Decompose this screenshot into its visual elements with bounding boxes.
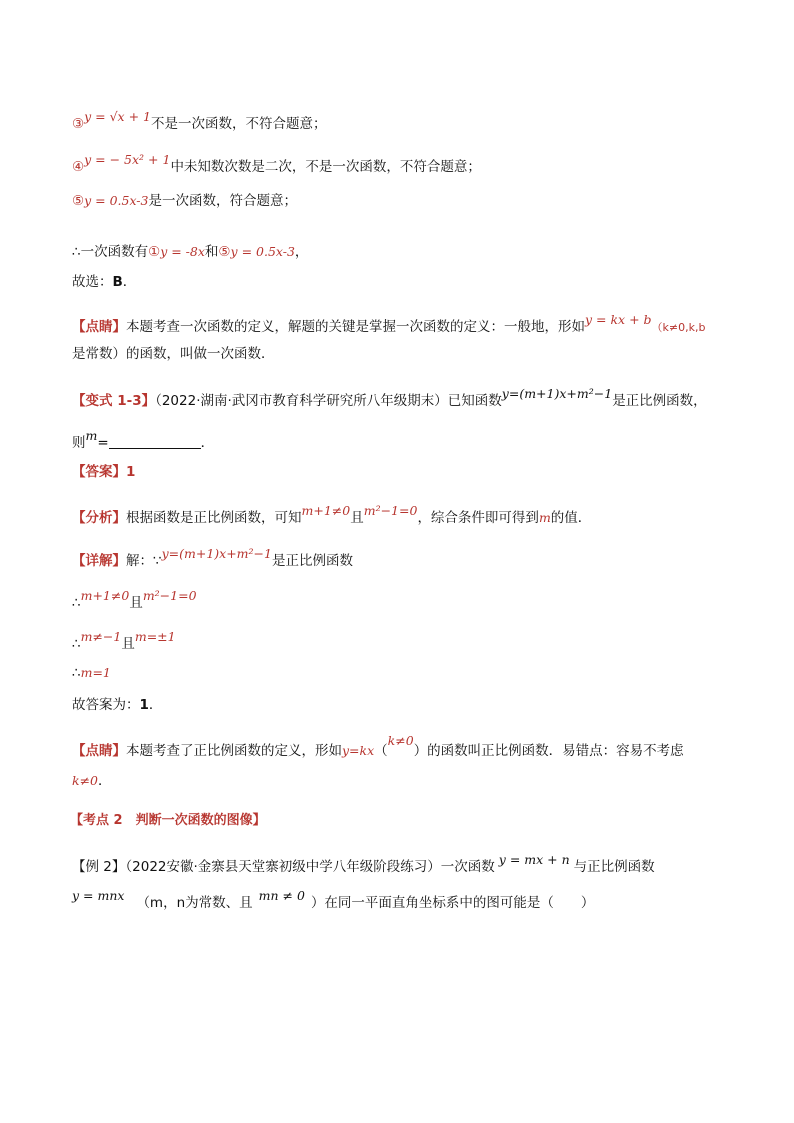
comment-text: 本题考查一次函数的定义，解题的关键是掌握一次函数的定义：一般地，形如 (126, 319, 585, 335)
formula-cond1: m+1≠0 (301, 503, 351, 518)
line-item3 (72, 109, 327, 133)
therefore-symbol: ∴ (72, 595, 81, 611)
line-text: 且 (121, 636, 135, 652)
line-text: ， (294, 244, 309, 260)
formula-direct: y=kx (342, 743, 375, 758)
comment-2-cont (72, 772, 112, 790)
formula-linear: y = 0.5x-3 (84, 193, 149, 208)
answer-tag: 【答案】 (72, 464, 126, 480)
comment-tag: 【点睛】 (72, 743, 126, 759)
comment-1 (72, 312, 706, 337)
answer-value: B (112, 274, 123, 290)
line-text: 故选： (72, 274, 113, 290)
comment-tag: 【点睛】 (72, 319, 126, 335)
line-text: 和 (204, 244, 219, 260)
formula-res1: m≠−1 (80, 629, 122, 644)
formula-quadratic: y = − 5x² + 1 (84, 152, 171, 167)
step-3 (72, 664, 111, 682)
example-source: （2022安徽·金寨县天堂寨初级中学八年级阶段练习）一次函数 (125, 859, 495, 875)
therefore-symbol: ∴ (72, 665, 81, 681)
formula-linear: y = mx + n (498, 852, 570, 867)
formula-general: y = kx + b (585, 312, 652, 327)
formula-direct: y = mnx (72, 888, 125, 903)
formula-k: k≠0 (72, 773, 99, 788)
formula-condition: mn ≠ 0 (258, 888, 305, 903)
answer-blank (109, 434, 201, 449)
answer-line (72, 463, 135, 481)
analysis-tag: 【分析】 (72, 510, 126, 526)
line-text: 故答案为： (72, 697, 140, 713)
answer-value: 1 (139, 697, 149, 713)
example-tag: 【例 2】 (72, 859, 126, 875)
formula-cond1: m+1≠0 (80, 588, 130, 603)
detail-text: 解：∵ (126, 553, 162, 569)
comment-text: ）的函数叫正比例函数．易错点：容易不考虑 (413, 743, 684, 759)
line-text: 则 (72, 435, 86, 451)
formula-cond2: m²−1=0 (363, 503, 418, 518)
step-1 (72, 588, 197, 612)
line-text: ∴一次函数有 (72, 244, 149, 260)
formula-5: y = 0.5x-3 (230, 244, 295, 259)
line-text: 是一次函数，符合题意； (148, 193, 297, 209)
formula-m: m (85, 428, 98, 443)
therefore-symbol: ∴ (72, 636, 81, 652)
variant-1-3 (72, 386, 707, 410)
answer-value: 1 (126, 464, 136, 480)
analysis-line (72, 503, 592, 527)
variant-source: （2022·湖南·武冈市教育科学研究所八年级期末）已知函数 (155, 393, 502, 409)
step-2 (72, 629, 176, 653)
detail-line (72, 546, 353, 570)
detail-tag: 【详解】 (72, 553, 126, 569)
comment-text: 本题考查了正比例函数的定义，形如 (126, 743, 342, 759)
condition: （k≠0,k,b (651, 321, 706, 334)
formula-k: k≠0 (387, 733, 414, 748)
line-text: ）在同一平面直角坐标系中的图可能是（ ） (310, 895, 595, 911)
line-text: ． (122, 274, 137, 290)
line-text: 与正比例函数 (573, 859, 655, 875)
variant-1-3-question (72, 428, 215, 452)
formula-result: m=1 (80, 665, 111, 680)
line-text: （m，n为常数、且 (136, 895, 253, 911)
line-text: 且 (129, 595, 143, 611)
formula-cond2: m²−1=0 (142, 588, 197, 603)
analysis-text: ，综合条件即可得到 (417, 510, 539, 526)
line-text: = (97, 435, 109, 451)
circle-number-5: ⑤ (72, 193, 85, 209)
comment-1-cont (72, 345, 275, 363)
formula-function: y=(m+1)x+m²−1 (501, 386, 613, 401)
example-2-cont (72, 888, 595, 912)
circle-number-1: ① (148, 244, 161, 260)
line-text: 不是一次函数，不符合题意； (150, 116, 327, 132)
formula-m: m (538, 510, 551, 525)
line-text: 且 (350, 510, 364, 526)
formula-function: y=(m+1)x+m²−1 (161, 546, 272, 561)
line-text: （ (374, 743, 388, 759)
line-text: 是正比例函数 (271, 553, 353, 569)
circle-number-5: ⑤ (218, 244, 231, 260)
line-text: ． (148, 697, 163, 713)
formula-sqrt: y = √x + 1 (84, 109, 151, 124)
section-heading: 【考点 2 判断一次函数的图像】 (70, 813, 266, 828)
circle-number-4: ④ (72, 159, 85, 175)
line-text: ． (200, 435, 215, 451)
example-2 (72, 852, 655, 876)
circle-number-3: ③ (72, 116, 85, 132)
variant-tag: 【变式 1-3】 (72, 393, 156, 409)
line-choice (72, 273, 136, 291)
formula-1: y = -8x (160, 244, 205, 259)
analysis-text: 根据函数是正比例函数，可知 (126, 510, 302, 526)
line-text: ． (98, 773, 112, 789)
step-4 (72, 696, 162, 714)
line-text: 是正比例函数， (612, 393, 707, 409)
line-item4 (72, 152, 481, 176)
formula-res2: m=±1 (134, 629, 176, 644)
line-item5 (72, 192, 297, 210)
line-text: 中未知数次数是二次，不是一次函数，不符合题意； (170, 159, 481, 175)
line-conclusion (72, 243, 308, 261)
line-text: 的值． (550, 510, 592, 526)
comment-2 (72, 733, 684, 760)
comment-text: 是常数）的函数，叫做一次函数． (72, 346, 275, 362)
